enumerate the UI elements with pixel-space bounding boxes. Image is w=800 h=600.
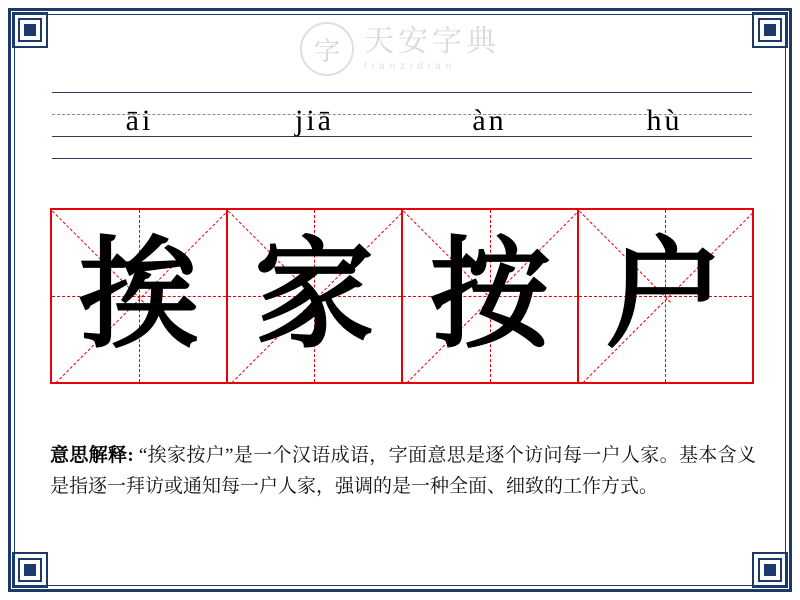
pinyin-syllable-2: jiā [295,104,334,137]
corner-ornament-bottom-left [10,550,50,590]
character-glyph-3: 按 [429,229,550,362]
character-cell [52,210,228,382]
seal-icon: 字 [300,22,354,76]
character-glyph-1: 挨 [78,229,199,362]
corner-ornament-top-right [750,10,790,50]
site-logo [300,22,500,76]
character-cell [579,210,753,382]
character-grid [50,208,754,384]
pinyin-syllable-1: āi [125,104,154,137]
explanation-text: “挨家按户”是一个汉语成语，字面意思是逐个访问每一户人家。基本含义是指逐一拜访或通知每一户人家，强调的是一种全面、细致的工作方式。 [50,445,757,498]
character-glyph-2: 家 [254,229,375,362]
explanation-block [50,440,756,503]
pinyin-syllable-3: àn [472,104,507,137]
character-glyph-4: 户 [605,229,726,362]
explanation-label: 意思解释: [50,445,134,466]
pinyin-row [52,92,752,158]
character-cell [228,210,404,382]
site-name-en: tianzidian [364,60,457,72]
corner-ornament-bottom-right [750,550,790,590]
site-logo-text [364,24,500,72]
pinyin-syllable-4: hù [646,104,683,137]
character-cell [403,210,579,382]
site-name-cn: 天安字典 [364,24,500,58]
staff-line-4 [52,158,752,159]
pinyin-staff [52,92,752,160]
corner-ornament-top-left [10,10,50,50]
